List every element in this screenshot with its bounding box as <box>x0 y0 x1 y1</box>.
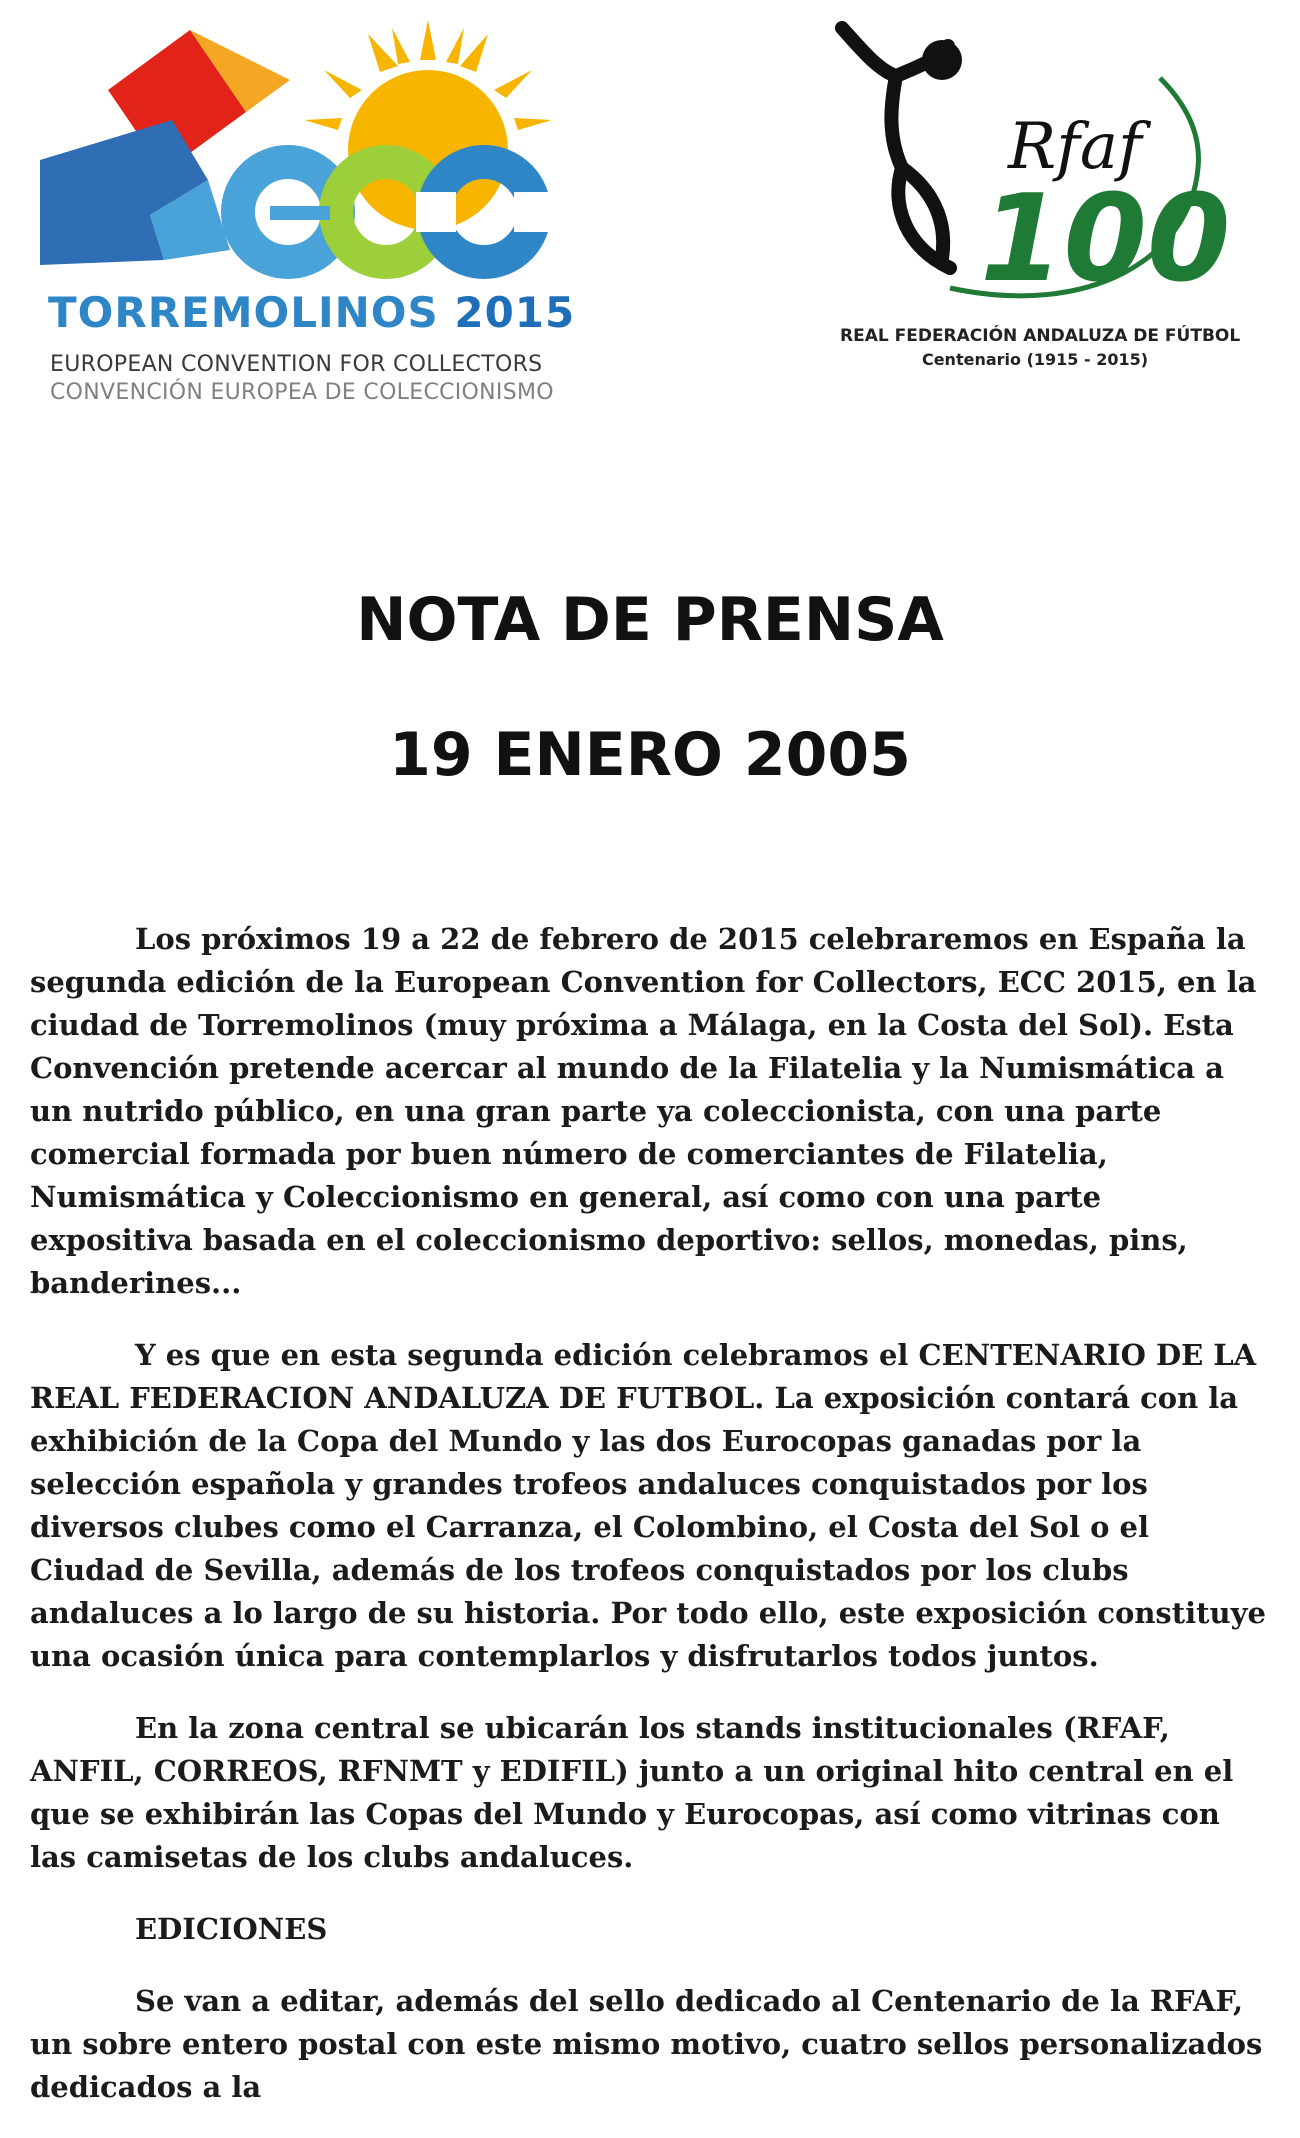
rfaf-emblem-icon <box>830 18 1230 318</box>
rfaf-logo <box>830 18 1241 388</box>
ecc-logo <box>40 20 580 410</box>
ecc-logo-year: 2015 <box>454 288 576 337</box>
paragraph-centenary: Y es que en esta segunda edición celebramos el CENTENARIO DE LA REAL FEDERACION ANDALUZA DE FUTBOL. La exposición contará con la exhibición de la Copa del Mundo y las dos Eurocopas ganadas por la selección española y grandes trofeos andaluces conquistados por los diversos clubes como el Carranza, el Colombino, el Costa del Sol o el Ciudad de Sevilla, además de los trofeos conquistados por los clubs andaluces a lo largo de su historia. Por todo ello, este exposición constituye una ocasión única para contemplarlos y disfrutarlos todos juntos. <box>30 1338 1266 1673</box>
ecc-logo-place-name: TORREMOLINOS <box>48 288 439 337</box>
rfaf-logo-name: REAL FEDERACIÓN ANDALUZA DE FÚTBOL <box>840 326 1241 346</box>
paragraph-editions: Se van a editar, además del sello dedicado al Centenario de la RFAF, un sobre entero postal con este mismo motivo, cuatro sellos personalizados dedicados a la <box>30 1984 1263 2104</box>
ecc-logo-place <box>48 288 575 337</box>
rfaf-logo-centenary: Centenario (1915 - 2015) <box>921 350 1149 369</box>
ecc-logo-subtitle-es: CONVENCIÓN EUROPEA DE COLECCIONISMO <box>50 380 554 405</box>
ecc-logo-subtitle-en: EUROPEAN CONVENTION FOR COLLECTORS <box>50 352 543 377</box>
paragraph-stands: En la zona central se ubicarán los stands institucionales (RFAF, ANFIL, CORREOS, RFNMT y EDIFIL) junto a un original hito central en el que se exhibirán las Copas del Mundo y Eurocopas, así como vitrinas con las camisetas de los clubs andaluces. <box>30 1711 1234 1874</box>
ecc-emblem-icon <box>40 20 580 290</box>
rfaf-script: Rfaf <box>1008 110 1142 184</box>
rfaf-number: 100 <box>980 170 1230 309</box>
document-title: NOTA DE PRENSA <box>356 585 944 655</box>
press-release-body <box>30 918 1270 2138</box>
document-date: 19 ENERO 2005 <box>389 720 911 790</box>
paragraph-intro: Los próximos 19 a 22 de febrero de 2015 celebraremos en España la segunda edición de la European Convention for Collectors, ECC 2015, en la ciudad de Torremolinos (muy próxima a Málaga, en la Costa del Sol). Esta Convención pretende acercar al mundo de la Filatelia y la Numismática a un nutrido público, en una gran parte ya coleccionista, con una parte comercial formada por buen número de comerciantes de Filatelia, Numismática y Coleccionismo en general, así como con una parte expositiva basada en el coleccionismo deportivo: sellos, monedas, pins, banderines... <box>30 922 1257 1300</box>
section-heading-ediciones: EDICIONES <box>135 1912 328 1946</box>
